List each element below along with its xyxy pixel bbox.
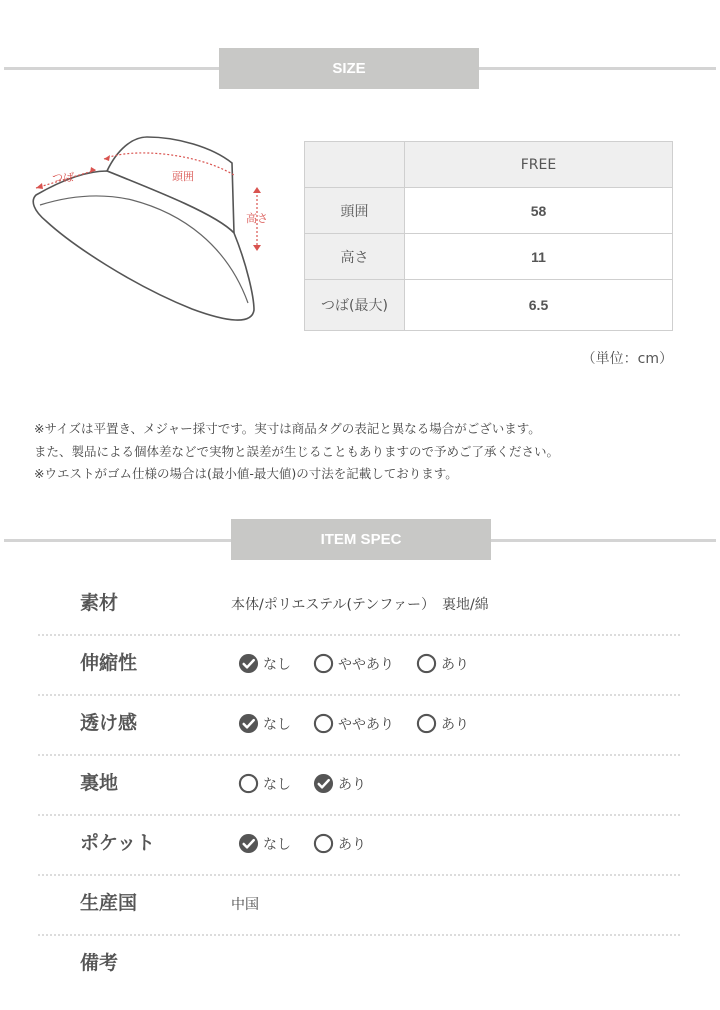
- size-row-label: 高さ: [305, 234, 405, 280]
- spec-row: [38, 754, 680, 816]
- spec-row: [38, 574, 680, 636]
- spec-option: [313, 773, 366, 794]
- size-notes: [34, 418, 559, 486]
- empty-circle-icon: [313, 653, 338, 674]
- size-row-brim: [305, 280, 673, 331]
- note-line: ※サイズは平置き、メジャー採寸です。実寸は商品タグの表記と異なる場合がございます。: [34, 421, 541, 436]
- empty-circle-icon: [238, 773, 263, 794]
- spec-label: 素材: [80, 592, 119, 614]
- spec-options: [238, 653, 491, 674]
- empty-circle-icon: [313, 833, 338, 854]
- spec-option-label: あり: [338, 776, 366, 793]
- spec-row: [38, 934, 680, 994]
- spec-row: [38, 694, 680, 756]
- check-circle-icon: [238, 713, 263, 734]
- check-circle-icon: [238, 833, 263, 854]
- brim-label: つば: [52, 171, 74, 184]
- size-row-value: 58: [405, 188, 673, 234]
- spec-option-label: なし: [263, 836, 291, 853]
- empty-circle-icon: [416, 713, 441, 734]
- size-table: [304, 141, 673, 331]
- size-row-height: [305, 234, 673, 280]
- spec-options: [238, 773, 388, 794]
- spec-label: 生産国: [80, 892, 138, 914]
- spec-option: [416, 653, 469, 674]
- head-circumference-label: 頭囲: [172, 170, 194, 183]
- size-row-head: [305, 188, 673, 234]
- empty-circle-icon: [416, 653, 441, 674]
- size-column-header: FREE: [405, 142, 673, 188]
- size-section-title: SIZE: [219, 48, 479, 89]
- size-row-value: 6.5: [405, 280, 673, 331]
- spec-section-title: ITEM SPEC: [231, 519, 491, 560]
- spec-option: [238, 653, 291, 674]
- spec-value: 本体/ポリエステル(テンファー） 裏地/綿: [231, 597, 489, 613]
- check-circle-icon: [238, 653, 263, 674]
- size-row-label: 頭囲: [305, 188, 405, 234]
- note-line: ※ウエストがゴム仕様の場合は(最小値-最大値)の寸法を記載しております。: [34, 466, 458, 481]
- spec-label: ポケット: [80, 832, 156, 854]
- spec-option-label: あり: [441, 716, 469, 733]
- spec-label: 透け感: [80, 712, 138, 734]
- size-row-label: つば(最大): [305, 280, 405, 331]
- spec-option: [313, 653, 394, 674]
- spec-label: 裏地: [80, 772, 119, 794]
- spec-option-label: あり: [338, 836, 366, 853]
- spec-option: [313, 713, 394, 734]
- size-table-header: [305, 142, 673, 188]
- spec-option: [313, 833, 366, 854]
- spec-options: [238, 833, 388, 854]
- spec-option-label: ややあり: [338, 716, 394, 733]
- spec-option: [238, 713, 291, 734]
- spec-label: 備考: [80, 952, 119, 974]
- note-line: また、製品による個体差などで実物と誤差が生じることもありますので予めご了承ください。: [34, 443, 560, 459]
- hat-size-diagram: [22, 125, 292, 335]
- spec-row: [38, 634, 680, 696]
- spec-option-label: あり: [441, 656, 469, 673]
- spec-options: [238, 713, 491, 734]
- spec-option-label: なし: [263, 656, 291, 673]
- spec-option: [416, 713, 469, 734]
- spec-value: 中国: [231, 897, 259, 913]
- spec-option: [238, 773, 291, 794]
- spec-label: 伸縮性: [80, 652, 138, 674]
- check-circle-icon: [313, 773, 338, 794]
- unit-note: （単位：cm）: [581, 351, 673, 367]
- spec-row: [38, 874, 680, 936]
- spec-option: [238, 833, 291, 854]
- spec-option-label: ややあり: [338, 656, 394, 673]
- spec-row: [38, 814, 680, 876]
- spec-option-label: なし: [263, 716, 291, 733]
- size-row-value: 11: [405, 234, 673, 280]
- spec-option-label: なし: [263, 776, 291, 793]
- size-table-corner: [305, 142, 405, 188]
- height-label: 高さ: [246, 212, 268, 225]
- empty-circle-icon: [313, 713, 338, 734]
